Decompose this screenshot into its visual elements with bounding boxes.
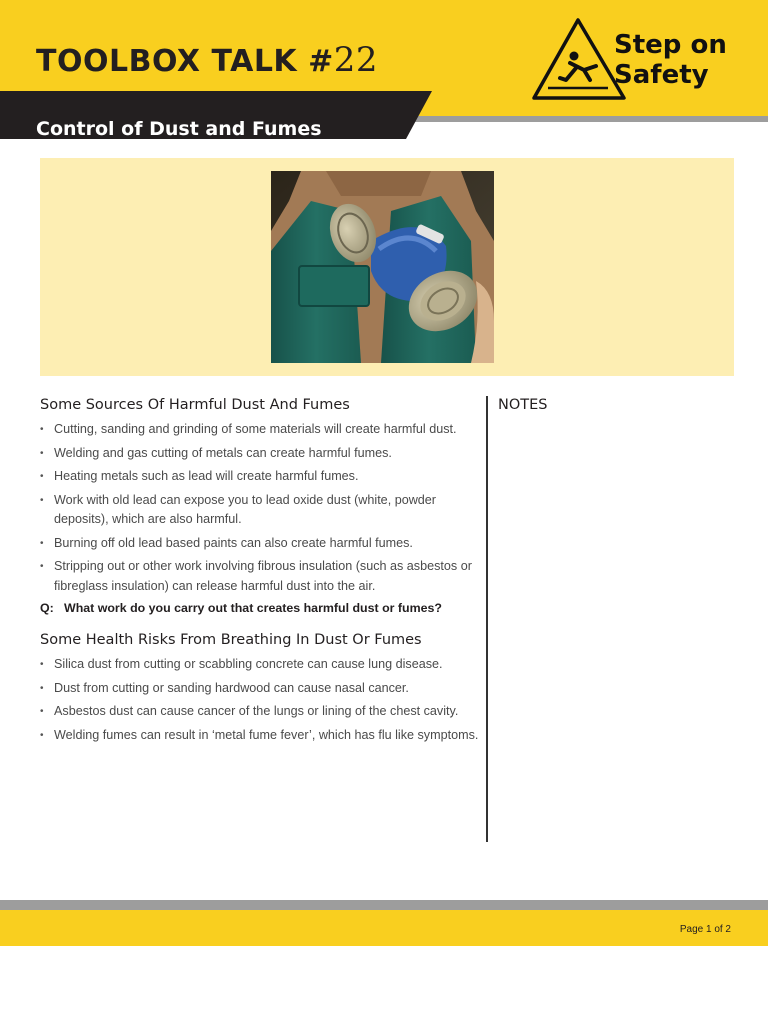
footer-band [0, 910, 768, 946]
page-subtitle: Control of Dust and Fumes [36, 118, 322, 140]
logo-text [614, 30, 727, 90]
page-title [36, 40, 378, 80]
health-risks-list [40, 655, 480, 745]
list-item: • Silica dust from cutting or scabbling concrete can cause lung disease. [40, 655, 480, 675]
list-item: • Cutting, sanding and grinding of some materials will create harmful dust. [40, 420, 480, 440]
question-label: Q: [40, 601, 54, 615]
list-item: • Work with old lead can expose you to lead oxide dust (white, powder deposits), which are also harmful. [40, 491, 480, 530]
list-item: • Asbestos dust can cause cancer of the lungs or lining of the chest cavity. [40, 702, 480, 722]
discussion-question [40, 600, 480, 617]
list-item: • Stripping out or other work involving fibrous insulation (such as asbestos or fibreglass insulation) can release harmful dust into the air. [40, 557, 480, 596]
page-number: Page 1 of 2 [679, 924, 731, 935]
notes-heading: NOTES [498, 397, 548, 413]
list-item: • Welding fumes can result in ‘metal fume fever’, which has flu like symptoms. [40, 726, 480, 746]
photo-panel [40, 158, 734, 376]
main-content-column [40, 396, 480, 749]
step-on-safety-logo [530, 14, 740, 104]
list-item: • Dust from cutting or sanding hardwood can cause nasal cancer. [40, 679, 480, 699]
worker-respirator-photo [271, 171, 494, 363]
question-text: What work do you carry out that creates harmful dust or fumes? [64, 601, 442, 615]
sources-list [40, 420, 480, 596]
logo-line-2: Safety [614, 60, 709, 90]
list-item: • Welding and gas cutting of metals can create harmful fumes. [40, 444, 480, 464]
logo-line-1: Step on [614, 30, 727, 60]
list-item: • Burning off old lead based paints can also create harmful fumes. [40, 534, 480, 554]
list-item: • Heating metals such as lead will create harmful fumes. [40, 467, 480, 487]
notes-divider [486, 396, 488, 842]
title-prefix: TOOLBOX TALK # [36, 44, 334, 79]
sources-heading: Some Sources Of Harmful Dust And Fumes [40, 397, 350, 413]
title-number: 22 [333, 40, 379, 80]
footer-stripe [0, 900, 768, 910]
health-risks-heading: Some Health Risks From Breathing In Dust Or Fumes [40, 632, 422, 648]
